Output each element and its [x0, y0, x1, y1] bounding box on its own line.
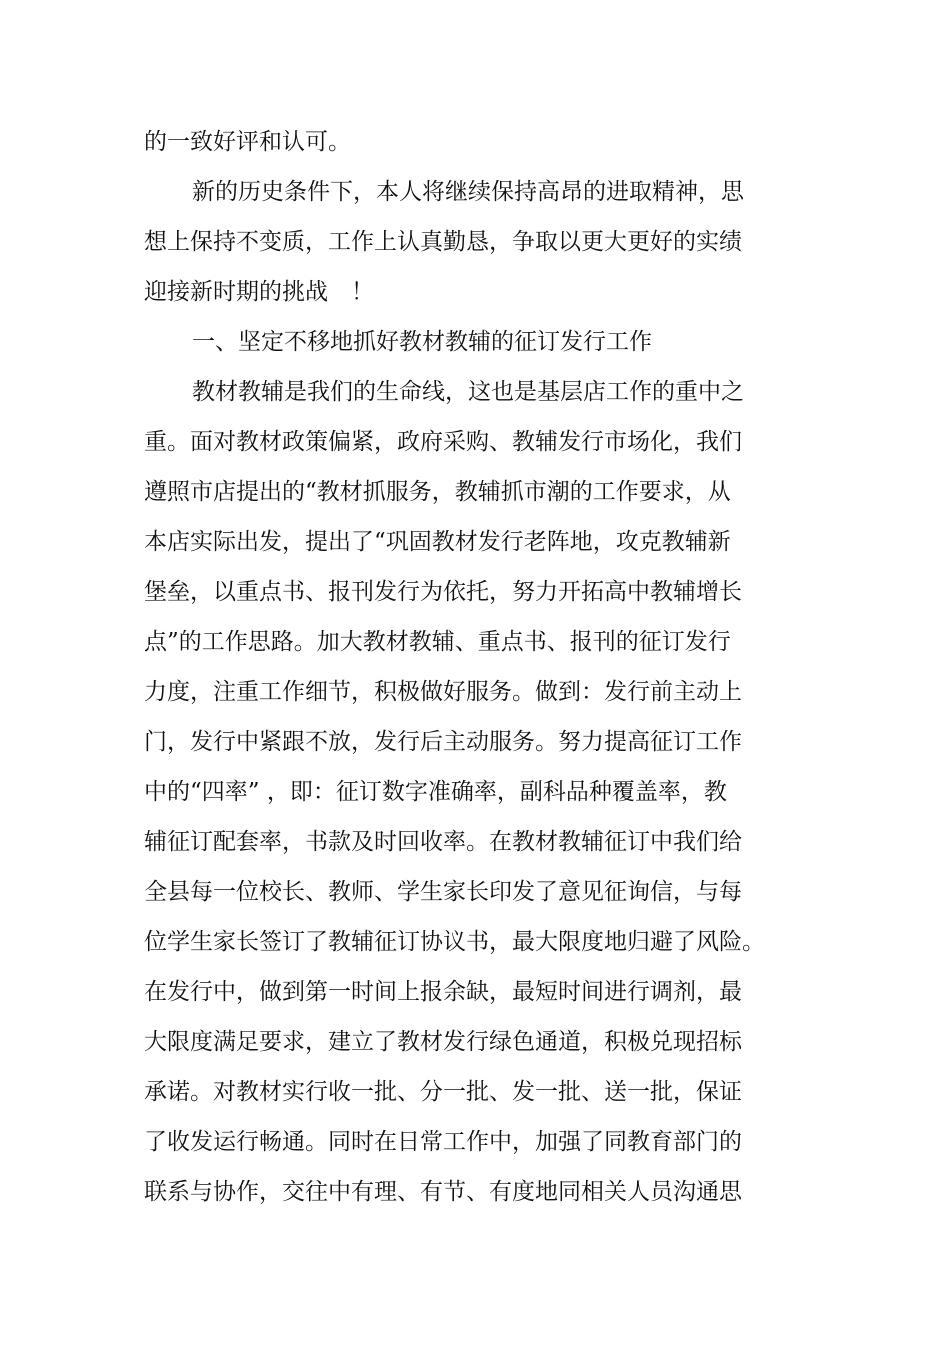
text-line: 全县每一位校长、教师、学生家长印发了意见征询信，与每 — [144, 879, 742, 905]
section-heading: 一、坚定不移地抓好教材教辅的征订发行工作 — [192, 329, 652, 355]
text-line: 的一致好评和认可。 — [144, 129, 351, 155]
text-line: 堡垒，以重点书、报刊发行为依托，努力开拓高中教辅增长 — [144, 579, 742, 605]
text-line: 辅征订配套率，书款及时回收率。在教材教辅征订中我们给 — [144, 829, 742, 855]
text-line: 点”的工作思路。加大教材教辅、重点书、报刊的征订发行 — [144, 629, 731, 655]
text-line: 位学生家长签订了教辅征订协议书，最大限度地归避了风险。 — [144, 929, 765, 955]
text-line: 了收发运行畅通。同时在日常工作中，加强了同教育部门的 — [144, 1129, 742, 1155]
text-line: 想上保持不变质，工作上认真勤恳，争取以更大更好的实绩 — [144, 229, 742, 255]
text-line: 承诺。对教材实行收一批、分一批、发一批、送一批，保证 — [144, 1079, 742, 1105]
text-line: 门，发行中紧跟不放，发行后主动服务。努力提高征订工作 — [144, 729, 742, 755]
text-line: 遵照市店提出的“教材抓服务，教辅抓市潮的工作要求，从 — [144, 479, 731, 505]
text-line: 新的历史条件下，本人将继续保持高昂的进取精神，思 — [192, 179, 744, 205]
text-line: 迎接新时期的挑战 ！ — [144, 279, 374, 305]
text-line: 中的“四率” ，即：征订数字准确率，副科品种覆盖率，教 — [144, 779, 727, 805]
text-line: 力度，注重工作细节，积极做好服务。做到：发行前主动上 — [144, 679, 742, 705]
text-line: 在发行中，做到第一时间上报余缺，最短时间进行调剂，最 — [144, 979, 742, 1005]
text-line: 本店实际出发，提出了“巩固教材发行老阵地，攻克教辅新 — [144, 529, 731, 555]
text-line: 重。面对教材政策偏紧，政府采购、教辅发行市场化，我们 — [144, 429, 742, 455]
text-line: 联系与协作，交往中有理、有节、有度地同相关人员沟通思 — [144, 1179, 742, 1205]
text-line: 教材教辅是我们的生命线，这也是基层店工作的重中之 — [192, 379, 744, 405]
text-line: 大限度满足要求，建立了教材发行绿色通道，积极兑现招标 — [144, 1029, 742, 1055]
